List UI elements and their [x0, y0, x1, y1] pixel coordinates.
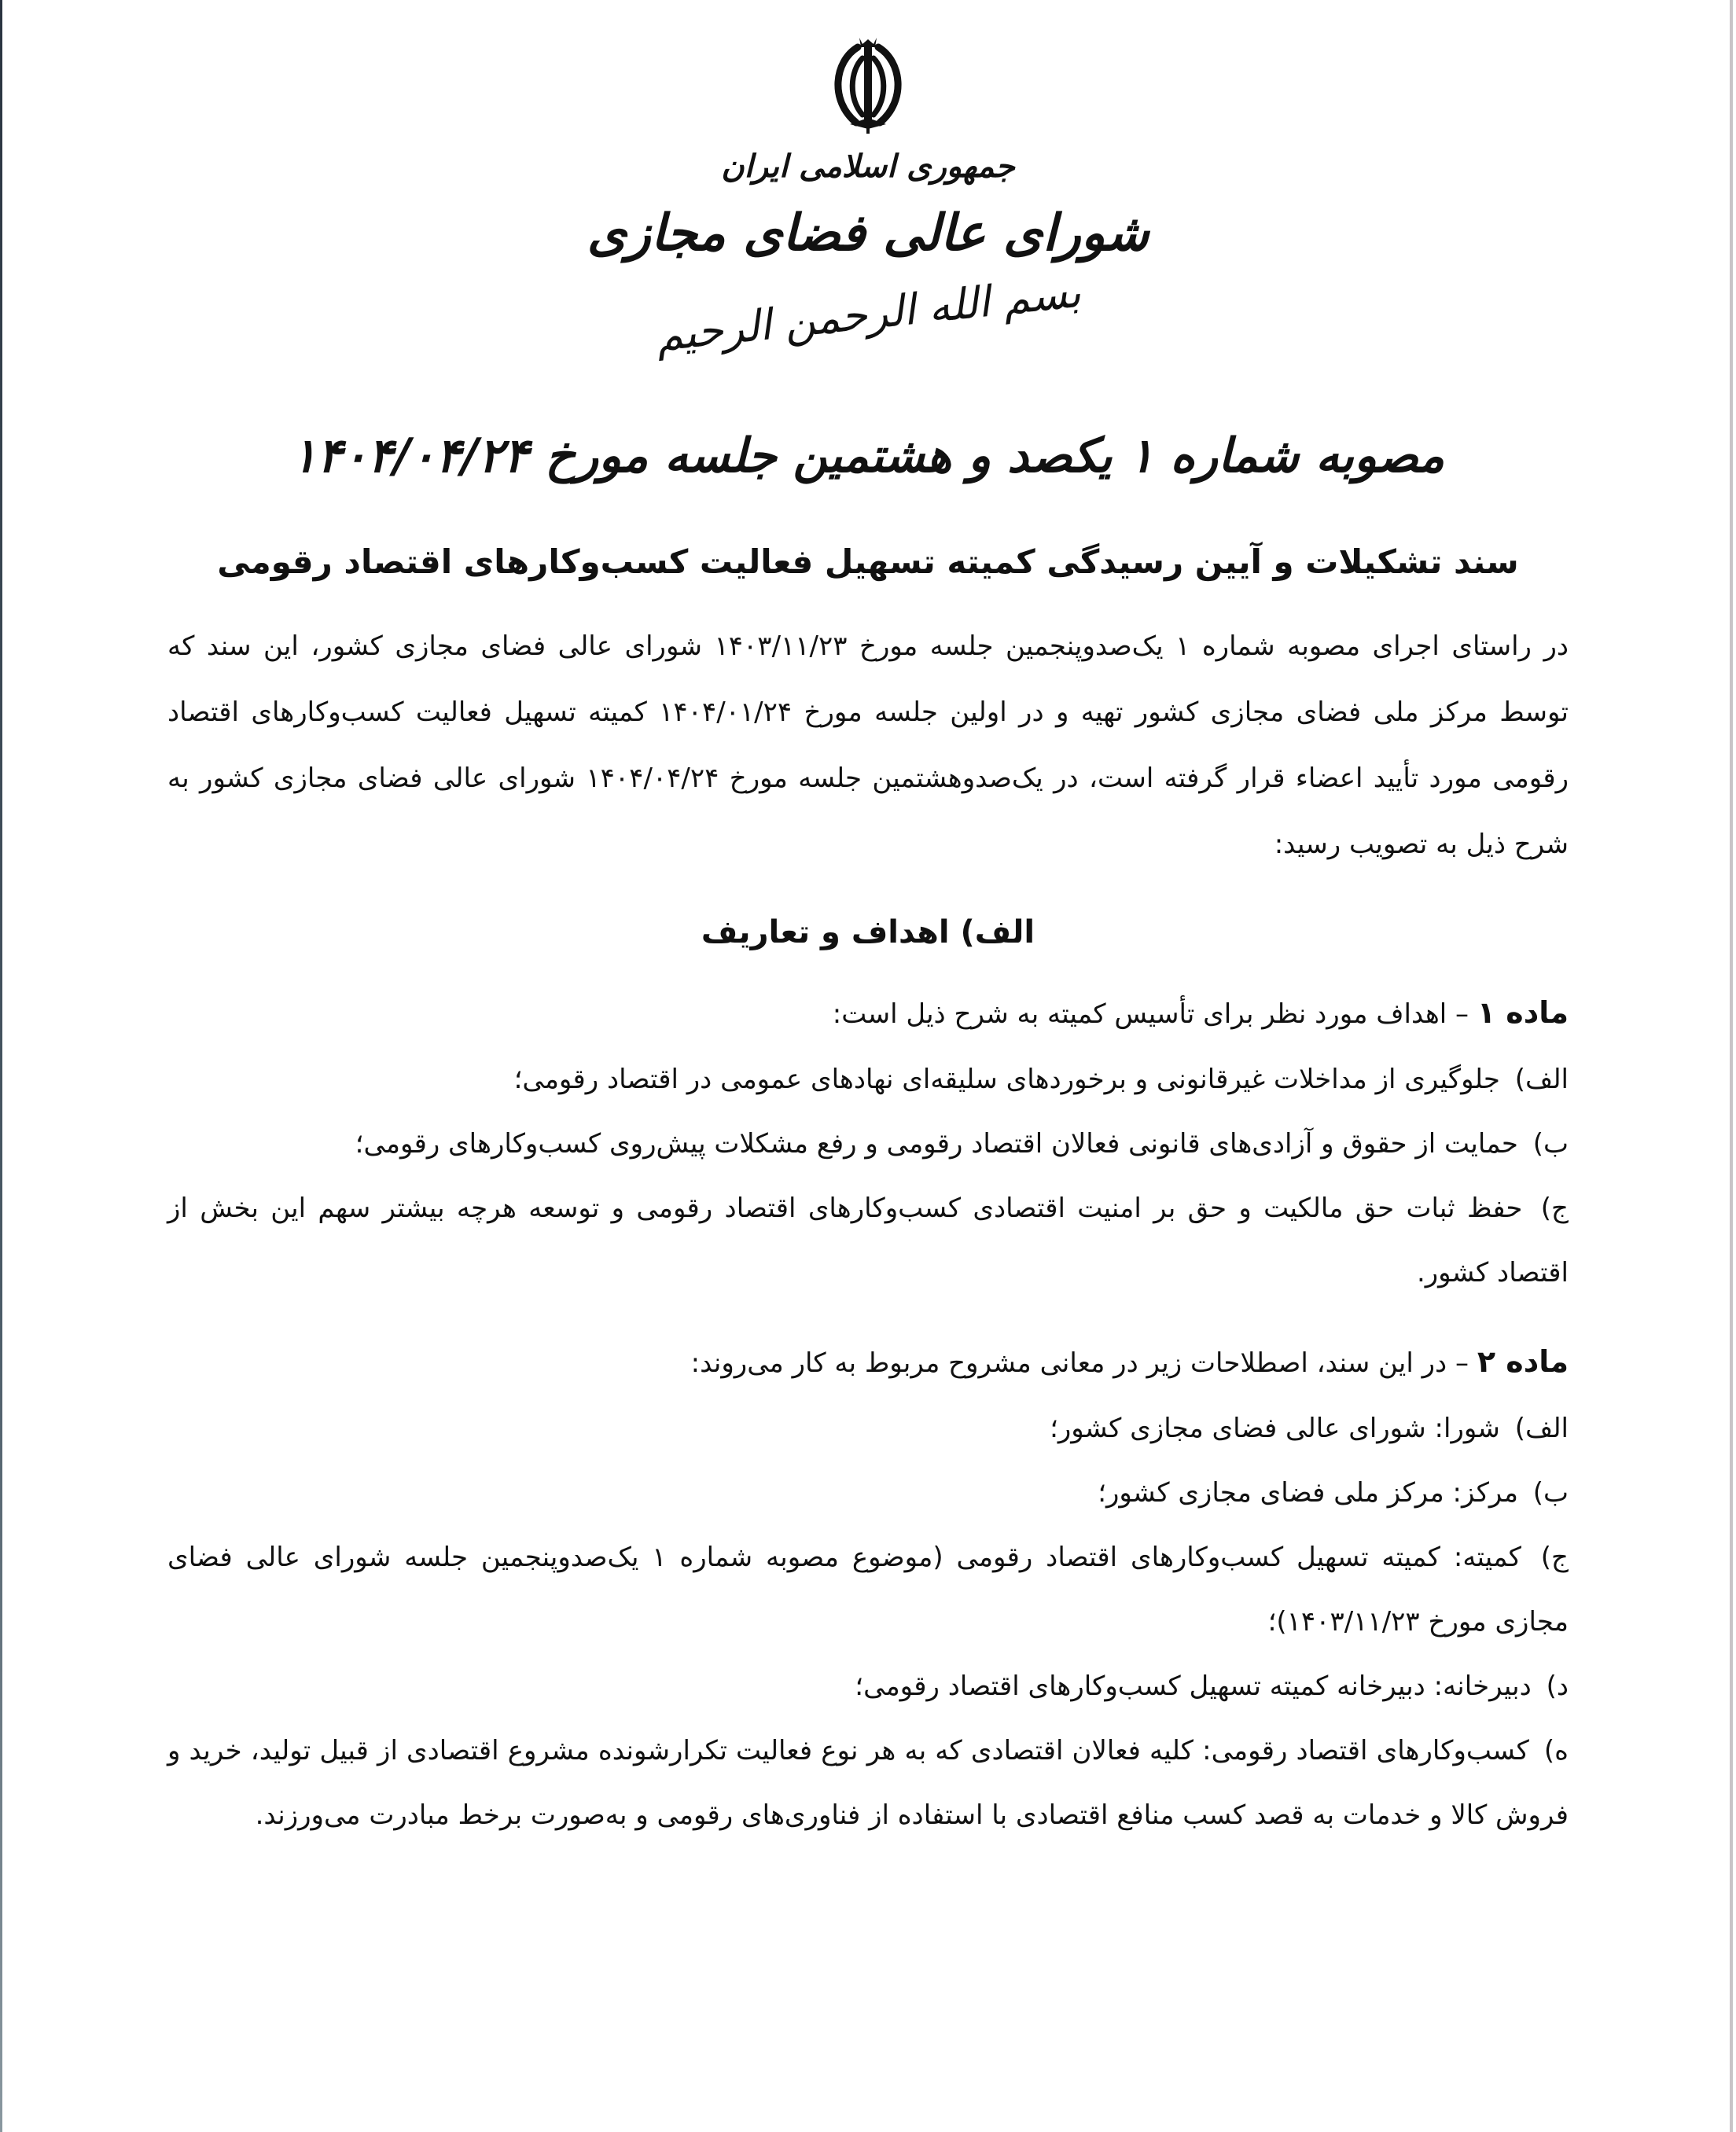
article-dash: –	[1455, 998, 1469, 1030]
document-title: سند تشکیلات و آیین رسیدگی کمیته تسهیل فعالیت کسب‌وکارهای اقتصاد رقومی	[217, 542, 1519, 581]
article-1	[167, 980, 1569, 1305]
list-item	[167, 1396, 1569, 1461]
item-marker: ج)	[1540, 1542, 1569, 1573]
basmala: بسم الله الرحمن الرحیم	[653, 266, 1083, 362]
item-marker: الف)	[1514, 1413, 1569, 1444]
emblem-of-iran-icon	[818, 30, 918, 140]
item-marker: ه)	[1543, 1735, 1569, 1766]
section-heading: الف) اهداف و تعاریف	[701, 914, 1035, 950]
item-marker: ب)	[1532, 1477, 1569, 1509]
list-item	[167, 1718, 1569, 1847]
item-text: مرکز: مرکز ملی فضای مجازی کشور؛	[1098, 1477, 1518, 1509]
article-2	[167, 1329, 1569, 1847]
item-marker: ب)	[1532, 1128, 1569, 1160]
item-text: جلوگیری از مداخلات غیرقانونی و برخوردهای سلیقه‌ای نهادهای عمومی در اقتصاد رقومی؛	[513, 1064, 1500, 1095]
republic-name: جمهوری اسلامی ایران	[721, 148, 1015, 185]
article-number: ماده ۱	[1477, 995, 1569, 1030]
list-item	[167, 1112, 1569, 1176]
item-text: کمیته: کمیته تسهیل کسب‌وکارهای اقتصاد رقومی (موضوع مصوبه شماره ۱ یک‌صدوپنجمین جلسه شورای عالی فضای مجازی مورخ ۱۴۰۳/۱۱/۲۳)؛	[167, 1542, 1569, 1638]
item-marker: د)	[1546, 1671, 1569, 1702]
list-item	[167, 1525, 1569, 1654]
list-item	[167, 1654, 1569, 1718]
intro-paragraph: در راستای اجرای مصوبه شماره ۱ یک‌صدوپنجمین جلسه مورخ ۱۴۰۳/۱۱/۲۳ شورای عالی فضای مجازی کشور، این سند که توسط مرکز ملی فضای مجازی کشور تهیه و در اولین جلسه مورخ ۱۴۰۴/۰۱/۲۴ کمیته تسهیل فعالیت کسب‌وکارهای اقتصاد رقومی مورد تأیید اعضاء قرار گرفته است، در یک‌صدوهشتمین جلسه مورخ ۱۴۰۴/۰۴/۲۴ شورای عالی فضای مجازی کشور به شرح ذیل به تصویب رسید:	[167, 630, 1569, 860]
article-lead: در این سند، اصطلاحات زیر در معانی مشروح مربوط به کار می‌روند:	[690, 1347, 1447, 1379]
item-text: حفظ ثبات حق مالکیت و حق بر امنیت اقتصادی کسب‌وکارهای اقتصاد رقومی و توسعه هرچه بیشتر سهم این بخش از اقتصاد کشور.	[167, 1193, 1569, 1288]
resolution-title: مصوبه شماره ۱ یکصد و هشتمین جلسه مورخ ۱۴۰۴/۰۴/۲۴	[291, 428, 1445, 483]
list-item	[167, 1047, 1569, 1112]
item-marker: ج)	[1540, 1193, 1569, 1224]
council-name: شورای عالی فضای مجازی	[587, 204, 1149, 263]
article-number: ماده ۲	[1477, 1344, 1569, 1379]
letterhead	[167, 30, 1569, 362]
list-item	[167, 1176, 1569, 1305]
article-heading	[167, 1329, 1569, 1396]
item-text: کسب‌وکارهای اقتصاد رقومی: کلیه فعالان اقتصادی که به هر نوع فعالیت تکرارشونده مشروع اقتصادی از قبیل تولید، خرید و فروش کالا و خدمات به قصد کسب منافع اقتصادی با استفاده از فناوری‌های رقومی و به‌صورت برخط مبادرت می‌ورزند.	[167, 1735, 1569, 1831]
article-heading	[167, 980, 1569, 1047]
article-lead: اهداف مورد نظر برای تأسیس کمیته به شرح ذیل است:	[832, 998, 1447, 1030]
item-text: دبیرخانه: دبیرخانه کمیته تسهیل کسب‌وکارهای اقتصاد رقومی؛	[855, 1671, 1532, 1702]
article-dash: –	[1455, 1347, 1469, 1379]
list-item	[167, 1461, 1569, 1525]
item-marker: الف)	[1514, 1064, 1569, 1095]
item-text: شورا: شورای عالی فضای مجازی کشور؛	[1050, 1413, 1500, 1444]
item-text: حمایت از حقوق و آزادی‌های قانونی فعالان اقتصاد رقومی و رفع مشکلات پیش‌روی کسب‌وکارهای رقومی؛	[355, 1128, 1518, 1160]
